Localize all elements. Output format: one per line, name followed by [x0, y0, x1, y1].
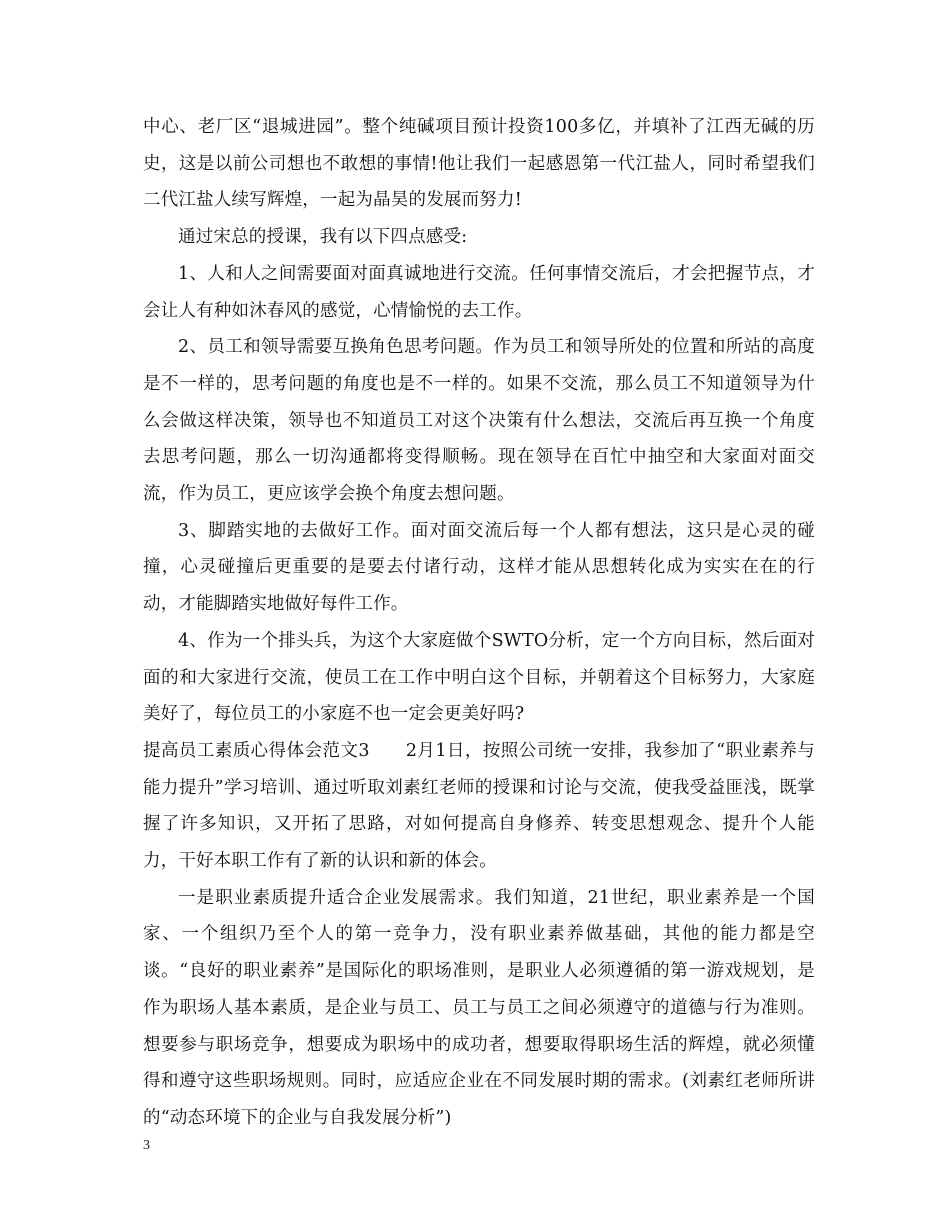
paragraph-point-2: 2、员工和领导需要互换角色思考问题。作为员工和领导所处的位置和所站的高度是不一样的，思考问题的角度也是不一样的。如果不交流，那么员工不知道领导为什么会做这样决策，领导也不知道员工对这个决策有什么想法，交流后再互换一个角度去思考问题，那么一切沟通都将变得顺畅。现在领导在百忙中抽空和大家面对面交流，作为员工，更应该学会换个角度去想问题。 [143, 337, 815, 505]
paragraph-professional-quality: 一是职业素质提升适合企业发展需求。我们知道，21世纪，职业素养是一个国家、一个组织乃至个人的第一竞争力，没有职业素养做基础，其他的能力都是空谈。“良好的职业素养”是国际化的职场准则，是职业人必须遵循的第一游戏规划，是作为职场人基本素质，是企业与员工、员工与员工之间必须遵守的道德与行为准则。想要参与职场竞争，想要成为职场中的成功者，想要取得职场生活的辉煌，就必须懂得和遵守这些职场规则。同时，应适应企业在不同发展时期的需求。(刘素红老师所讲的“动态环境下的企业与自我发展分析”) [143, 887, 815, 1128]
document-body [143, 109, 815, 1137]
paragraph-continuation: 中心、老厂区“退城进园”。整个纯碱项目预计投资100多亿，并填补了江西无碱的历史，这是以前公司想也不敢想的事情!他让我们一起感恩第一代江盐人，同时希望我们二代江盐人续写辉煌，一起为晶昊的发展而努力! [143, 117, 815, 211]
paragraph-essay-3-opening: 提高员工素质心得体会范文3 2月1日，按照公司统一安排，我参加了“职业素养与能力提升”学习培训、通过听取刘素红老师的授课和讨论与交流，使我受益匪浅，既掌握了许多知识，又开拓了思路，对如何提高自身修养、转变思想观念、提升个人能力，干好本职工作有了新的认识和新的体会。 [143, 740, 815, 872]
page-number: 3 [143, 1138, 150, 1153]
paragraph-point-4: 4、作为一个排头兵，为这个大家庭做个SWTO分析，定一个方向目标，然后面对面的和大家进行交流，使员工在工作中明白这个目标，并朝着这个目标努力，大家庭美好了，每位员工的小家庭不也一定会更美好吗? [143, 630, 815, 725]
paragraph-point-3: 3、脚踏实地的去做好工作。面对面交流后每一个人都有想法，这只是心灵的碰撞，心灵碰撞后更重要的是要去付诸行动，这样才能从思想转化成为实实在在的行动，才能脚踏实地做好每件工作。 [143, 520, 815, 615]
paragraph-point-1: 1、人和人之间需要面对面真诚地进行交流。任何事情交流后，才会把握节点，才会让人有种如沐春风的感觉，心情愉悦的去工作。 [143, 263, 815, 321]
paragraph-intro-feelings: 通过宋总的授课，我有以下四点感受: [178, 227, 468, 248]
